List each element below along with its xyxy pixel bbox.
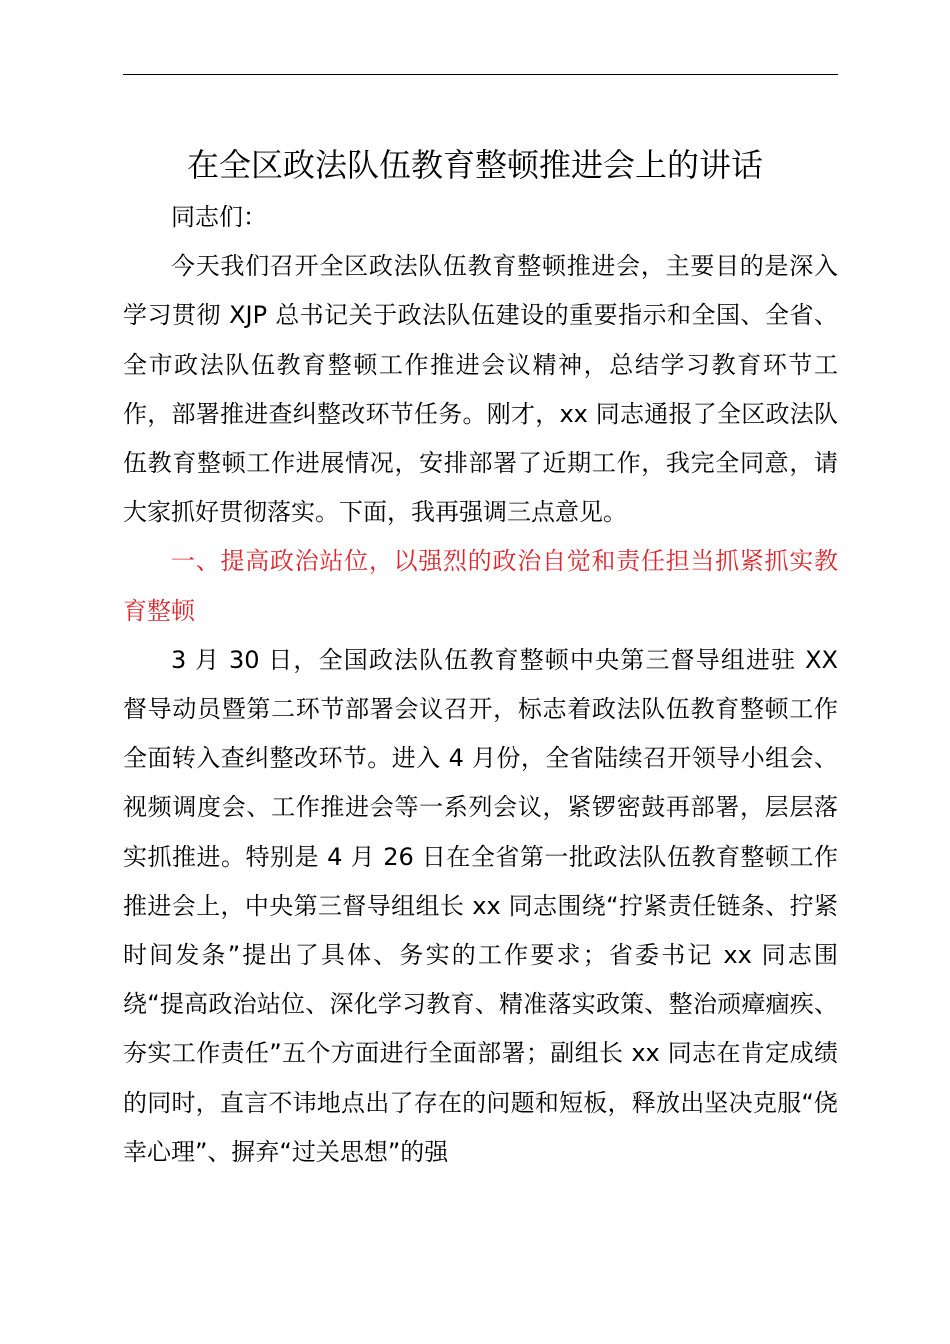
header-rule [123,74,838,75]
section-heading-1: 一、提高政治站位，以强烈的政治自觉和责任担当抓紧抓实教育整顿 [123,547,838,625]
document-body [123,193,838,1177]
document-title: 在全区政法队伍教育整顿推进会上的讲话 [186,146,763,184]
body-paragraph-2: 3 月 30 日，全国政法队伍教育整顿中央第三督导组进驻 XX 督导动员暨第二环节部署会议召开，标志着政法队伍教育整顿工作全面转入查纠整改环节。进入 4 月份，全省陆续召开领导小组会、视频调度会、工作推进会等一系列会议，紧锣密鼓再部署，层层落实抓推进。特别是 4 月 26 日在全省第一批政法队伍教育整顿工作推进会上，中央第三督导组组长 xx 同志围绕“拧紧责任链条、拧紧时间发条”提出了具体、务实的工作要求；省委书记 xx 同志围绕“提高政治站位、深化学习教育、精准落实政策、整治顽瘴痼疾、夯实工作责任”五个方面进行全面部署；副组长 xx 同志在肯定成绩的同时，直言不讳地点出了存在的问题和短板，释放出坚决克服“侥幸心理”、摒弃“过关思想”的强 [123,645,838,1166]
salutation: 同志们： [171,203,267,231]
intro-paragraph: 今天我们召开全区政法队伍教育整顿推进会，主要目的是深入学习贯彻 XJP 总书记关于政法队伍建设的重要指示和全国、全省、全市政法队伍教育整顿工作推进会议精神，总结学习教育环节工作，部署推进查纠整改环节任务。刚才，xx 同志通报了全区政法队伍教育整顿工作进展情况，安排部署了近期工作，我完全同意，请大家抓好贯彻落实。下面，我再强调三点意见。 [123,252,838,527]
